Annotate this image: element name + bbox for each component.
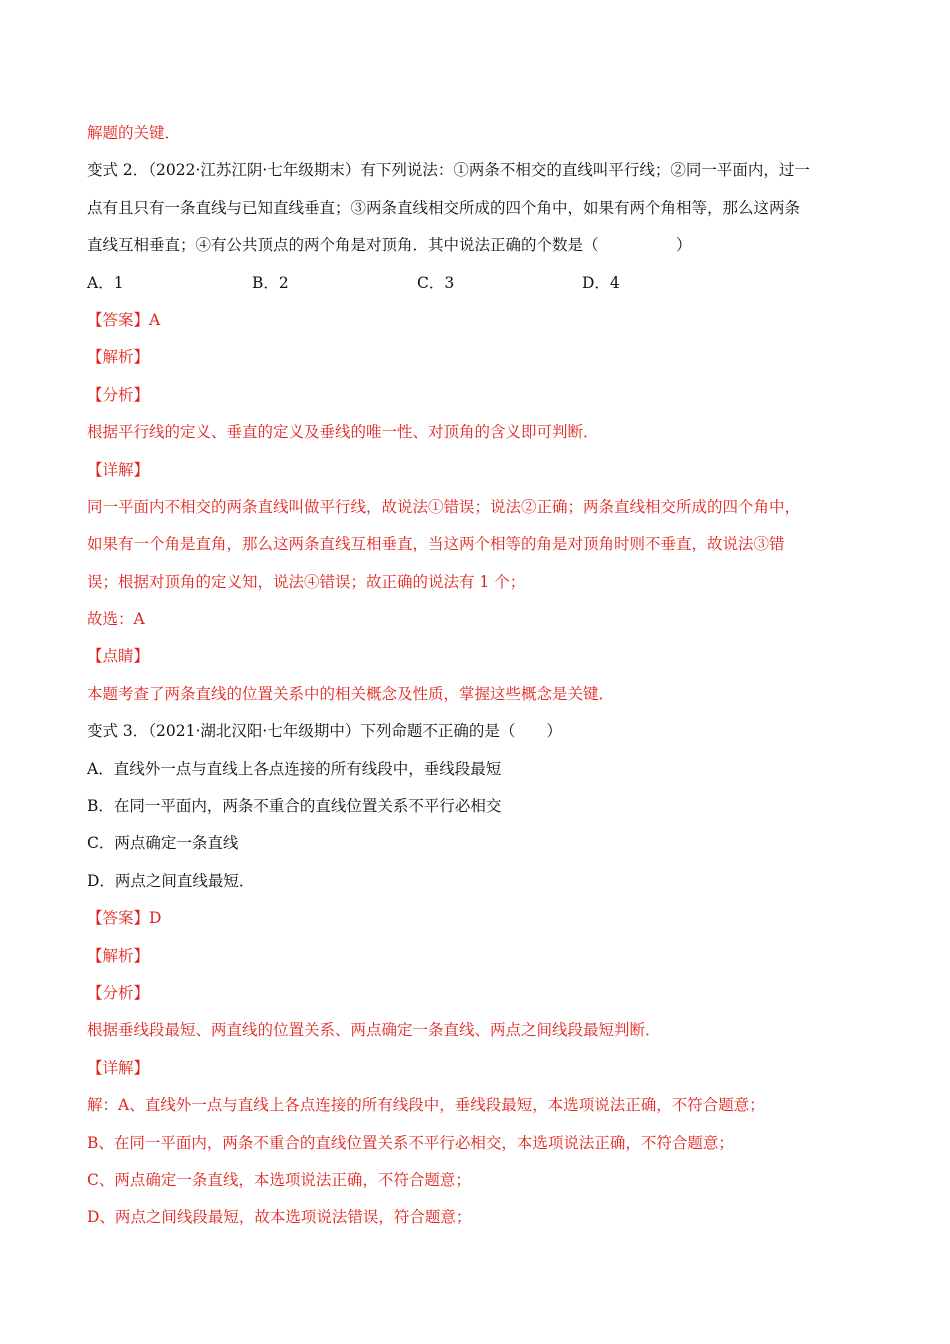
question-2-stem-line-1: 变式 2．（2022·江苏江阴·七年级期末）有下列说法：①两条不相交的直线叫平行线；②同一平面内，过一: [87, 161, 810, 180]
detail-line: 解：A、直线外一点与直线上各点连接的所有线段中，垂线段最短，本选项说法正确，不符合题意；: [87, 1096, 765, 1115]
choice-a: A．1: [87, 273, 124, 292]
detail-line: 如果有一个角是直角，那么这两条直线互相垂直，当这两个相等的角是对顶角时则不垂直，故说法③错: [87, 535, 785, 554]
question-2-choices: [87, 265, 867, 302]
question-3-option-b: B．在同一平面内，两条不重合的直线位置关系不平行必相交: [87, 797, 502, 816]
answer-value: A: [149, 310, 161, 329]
document-content: [87, 115, 867, 1237]
answer-line: [87, 900, 867, 937]
comment-text: 本题考查了两条直线的位置关系中的相关概念及性质，掌握这些概念是关键．: [87, 684, 615, 703]
fenxi-tag: 【分析】: [87, 385, 150, 404]
fenxi-text: 根据垂线段最短、两直线的位置关系、两点确定一条直线、两点之间线段最短判断．: [87, 1021, 661, 1040]
question-3-stem: 变式 3．（2021·湖北汉阳·七年级期中）下列命题不正确的是（ ）: [87, 722, 562, 741]
answer-value: D: [149, 909, 162, 928]
question-3-option-c: C．两点确定一条直线: [87, 834, 239, 853]
choice-d: D．4: [582, 273, 620, 292]
detail-tag: 【详解】: [87, 1058, 150, 1077]
answer-tag: 【答案】: [87, 310, 150, 329]
detail-line: 误；根据对顶角的定义知，说法④错误；故正确的说法有 1 个；: [87, 572, 526, 591]
detail-line: B、在同一平面内，两条不重合的直线位置关系不平行必相交，本选项说法正确，不符合题意；: [87, 1133, 734, 1152]
choice-b: B．2: [252, 273, 289, 292]
detail-line: 故选：A: [87, 610, 145, 629]
comment-tag: 【点睛】: [87, 647, 150, 666]
fenxi-tag: 【分析】: [87, 983, 150, 1002]
question-2-stem-line-3: 直线互相垂直；④有公共顶点的两个角是对顶角．其中说法正确的个数是（ ）: [87, 236, 692, 255]
detail-line: C、两点确定一条直线，本选项说法正确，不符合题意；: [87, 1170, 471, 1189]
choice-c: C．3: [417, 273, 455, 292]
detail-tag: 【详解】: [87, 460, 150, 479]
fenxi-text: 根据平行线的定义、垂直的定义及垂线的唯一性、对顶角的含义即可判断．: [87, 423, 599, 442]
detail-line: 同一平面内不相交的两条直线叫做平行线，故说法①错误；说法②正确；两条直线相交所成的四个角中，: [87, 497, 801, 516]
text-line: 解题的关键．: [87, 124, 181, 142]
question-3-option-d: D．两点之间直线最短．: [87, 871, 255, 890]
detail-line: D、两点之间线段最短，故本选项说法错误，符合题意；: [87, 1208, 472, 1227]
question-2-stem-line-2: 点有且只有一条直线与已知直线垂直；③两条直线相交所成的四个角中，如果有两个角相等，那么这两条: [87, 198, 801, 217]
answer-line: [87, 302, 867, 339]
analysis-tag: 【解析】: [87, 946, 150, 965]
analysis-tag: 【解析】: [87, 348, 150, 367]
answer-tag: 【答案】: [87, 909, 150, 928]
question-3-option-a: A．直线外一点与直线上各点连接的所有线段中，垂线段最短: [87, 759, 502, 778]
